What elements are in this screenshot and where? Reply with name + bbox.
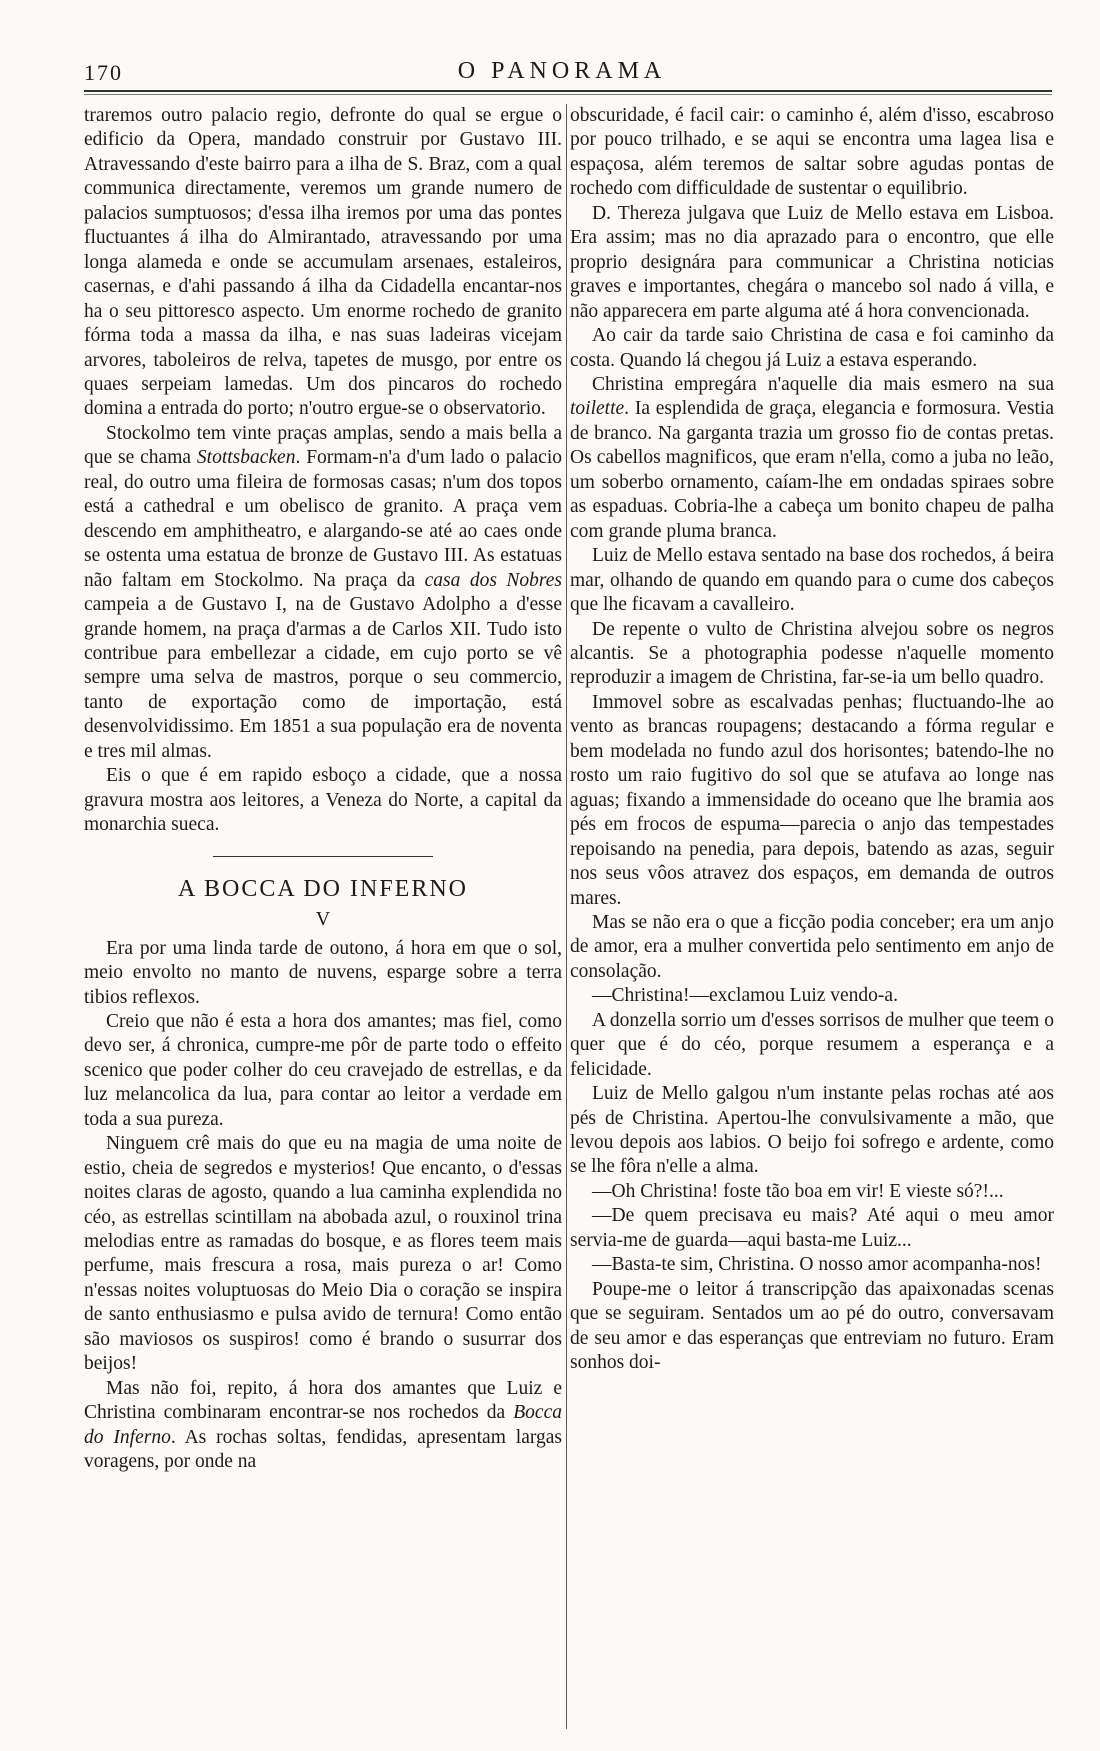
paragraph: A donzella sorrio um d'esses sorrisos de mulher que teem o quer que é do céo, porque resumem a esperança e a felicidade. xyxy=(570,1009,1054,1080)
paragraph: Ninguem crê mais do que eu na magia de uma noite de estio, cheia de segredos e mysterios! Que encanto, o d'essas noites claras de agosto, quando a lua caminha explendida no céo, as estrellas scintillam na abobada azul, o rouxinol trina melodias entre as ramadas do bosque, e as flores teem mais perfume, mais frescura a rosa, mais pureza o ar! Como n'essas noites voluptuosas do Meio Dia o coração se inspira de santo enthusiasmo e pulsa avido de ternura! Como então são maviosos os suspiros! como é brando o susurrar dos beijos! xyxy=(84,1133,562,1375)
section-separator xyxy=(213,856,433,857)
italic-text: Bocca do Inferno xyxy=(84,1402,562,1448)
section-title: A BOCCA DO INFERNO xyxy=(177,875,469,902)
right-column xyxy=(570,104,1054,1376)
dialogue-line: —Oh Christina! foste tão boa em vir! E vieste só?!... xyxy=(592,1180,1004,1202)
paragraph: Immovel sobre as escalvadas penhas; fluctuando-lhe ao vento as brancas roupagens; destacando a fórma regular e bem modelada no fundo azul dos horisontes; batendo-lhe no rosto um raio fugitivo do sol que se atufava ao longe nas aguas; fixando a immensidade do oceano que lhe bramia aos pés em frocos de espuma—parecia o anjo das tempestades repoisando na penedia, para depois, batendo as azas, seguir nos seus vôos atravez dos espaços, em demanda de outros mares. xyxy=(570,691,1054,909)
paragraph: Eis o que é em rapido esboço a cidade, que a nossa gravura mostra aos leitores, a Veneza do Norte, a capital da monarchia sueca. xyxy=(84,765,562,836)
dialogue-line: —Christina!—exclamou Luiz vendo-a. xyxy=(592,985,898,1007)
text-run: . Formam-n'a d'um lado o palacio real, do outro uma fileira de formosas casas; n'um dos topos está a cathedral e um obelisco de granito. A praça vem descendo em amphitheatro, e alargando-se até ao caes onde se ostenta uma estatua de bronze de Gustavo III. As estatuas não faltam em Stockolmo. Na praça da xyxy=(84,447,562,591)
dialogue-line: —De quem precisava eu mais? Até aqui o meu amor servia-me de guarda—aqui basta-me Luiz... xyxy=(570,1205,1054,1251)
paragraph: Mas se não era o que a ficção podia conceber; era um anjo de amor, era a mulher convertida pelo sentimento em anjo de consolação. xyxy=(570,911,1054,982)
page-number: 170 xyxy=(84,60,123,85)
italic-text: toilette xyxy=(570,398,625,420)
dialogue-line: —Basta-te sim, Christina. O nosso amor acompanha-nos! xyxy=(592,1254,1042,1276)
column-divider xyxy=(566,104,567,1729)
paragraph: Luiz de Mello galgou n'um instante pelas rochas até aos pés de Christina. Apertou-lhe convulsivamente a mão, que levou depois aos labios. O beijo foi sofrego e ardente, como se lhe fôra n'elle a alma. xyxy=(570,1083,1054,1178)
paragraph: D. Thereza julgava que Luiz de Mello estava em Lisboa. Era assim; mas no dia aprazado para o encontro, que elle proprio designára para communicar a Christina noticias graves e importantes, chegára o mancebo sol nado á villa, e não apparecera em parte alguma até á hora convencionada. xyxy=(570,202,1054,322)
paragraph: obscuridade, é facil cair: o caminho é, além d'isso, escabroso por pouco trilhado, e se aqui se encontra uma lagea lisa e espaçosa, além teremos de saltar sobre agudas pontas de rochedo com difficuldade de sustentar o equilibrio. xyxy=(570,105,1054,200)
section-number: V xyxy=(315,907,331,930)
italic-text: Stottsbacken xyxy=(196,447,296,469)
header-rule-thin xyxy=(84,94,1052,95)
journal-title: O PANORAMA xyxy=(457,58,667,84)
paragraph: Ao cair da tarde saio Christina de casa e foi caminho da costa. Quando lá chegou já Luiz a estava esperando. xyxy=(570,325,1054,371)
paragraph: Poupe-me o leitor á transcripção das apaixonadas scenas que se seguiram. Sentados um ao pé do outro, conversavam de seu amor e das esperanças que entreviam no futuro. Eram sonhos doi- xyxy=(570,1278,1054,1374)
paragraph xyxy=(570,373,1054,544)
paragraph xyxy=(84,1377,562,1475)
text-run: . As rochas soltas, fendidas, apresentam largas voragens, por onde na xyxy=(84,1426,563,1473)
text-run: Christina empregára n'aquelle dia mais esmero na sua xyxy=(592,373,1054,395)
text-run: Stockolmo tem vinte praças amplas, sendo a mais bella a que se chama xyxy=(84,422,562,469)
text-run: campeia a de Gustavo I, na de Gustavo Adolpho a d'esse grande homem, na praça d'armas a de Carlos XII. Tudo isto contribue para embellezar a cidade, em cujo porto se vê sempre uma selva de mastros, porque o seu commercio, tanto de exportação como de importação, está desenvolvidissimo. Em 1851 a sua população era de noventa e tres mil almas. xyxy=(84,594,562,762)
text-run: Mas não foi, repito, á hora dos amantes que Luiz e Christina combinaram encontrar-se nos rochedos da xyxy=(84,1377,562,1424)
left-column xyxy=(84,104,562,1475)
paragraph xyxy=(84,422,562,764)
italic-text: casa dos Nobres xyxy=(424,569,562,591)
page-header xyxy=(84,56,1040,90)
text-run: . Ia esplendida de graça, elegancia e formosura. Vestia de branco. Na garganta trazia um grosso fio de contas pretas. Os cabellos magnificos, que eram n'ella, como a juba no leão, um soberbo ornamento, caíam-lhe em ondadas spiraes sobre as espaduas. Cobria-lhe a cabeça um bonito chapeu de palha com grande pluma branca. xyxy=(570,398,1054,542)
paragraph: Creio que não é esta a hora dos amantes; mas fiel, como devo ser, á chronica, cumpre-me pôr de parte todo o effeito scenico que poder colher do ceu cravejado de estrellas, e da luz melancolica da lua, para contar ao leitor a verdade em toda a sua pureza. xyxy=(84,1010,562,1130)
paragraph: Era por uma linda tarde de outono, á hora em que o sol, meio envolto no manto de nuvens, esparge sobre a terra tibios reflexos. xyxy=(84,937,562,1008)
paragraph: traremos outro palacio regio, defronte do qual se ergue o edificio da Opera, mandado construir por Gustavo III. Atravessando d'este bairro para a ilha de S. Braz, com a qual communica directamente, veremos um grande numero de palacios sumptuosos; d'essa ilha iremos por uma das pontes fluctuantes á ilha do Almirantado, atravessando por uma longa alameda e onde se accumulam arsenaes, estaleiros, casernas, e d'ahi passando á ilha da Cidadella encantar-nos ha o seu pittoresco aspecto. Um enorme rochedo de granito fórma toda a massa da ilha, e nas suas ladeiras vicejam arvores, taboleiros de relva, tapetes de musgo, por entre os quaes serpeiam lamedas. Um dos pincaros do rochedo domina a entrada do porto; n'outro ergue-se o observatorio. xyxy=(84,105,562,420)
paragraph: Luiz de Mello estava sentado na base dos rochedos, á beira mar, olhando de quando em quando para o cume dos cabeços que lhe ficavam a cavalleiro. xyxy=(570,545,1054,616)
paragraph: De repente o vulto de Christina alvejou sobre os negros alcantis. Se a photographia podesse n'aquelle momento reproduzir a imagem de Christina, far-se-ia um bello quadro. xyxy=(570,618,1054,689)
header-rule xyxy=(84,90,1052,92)
